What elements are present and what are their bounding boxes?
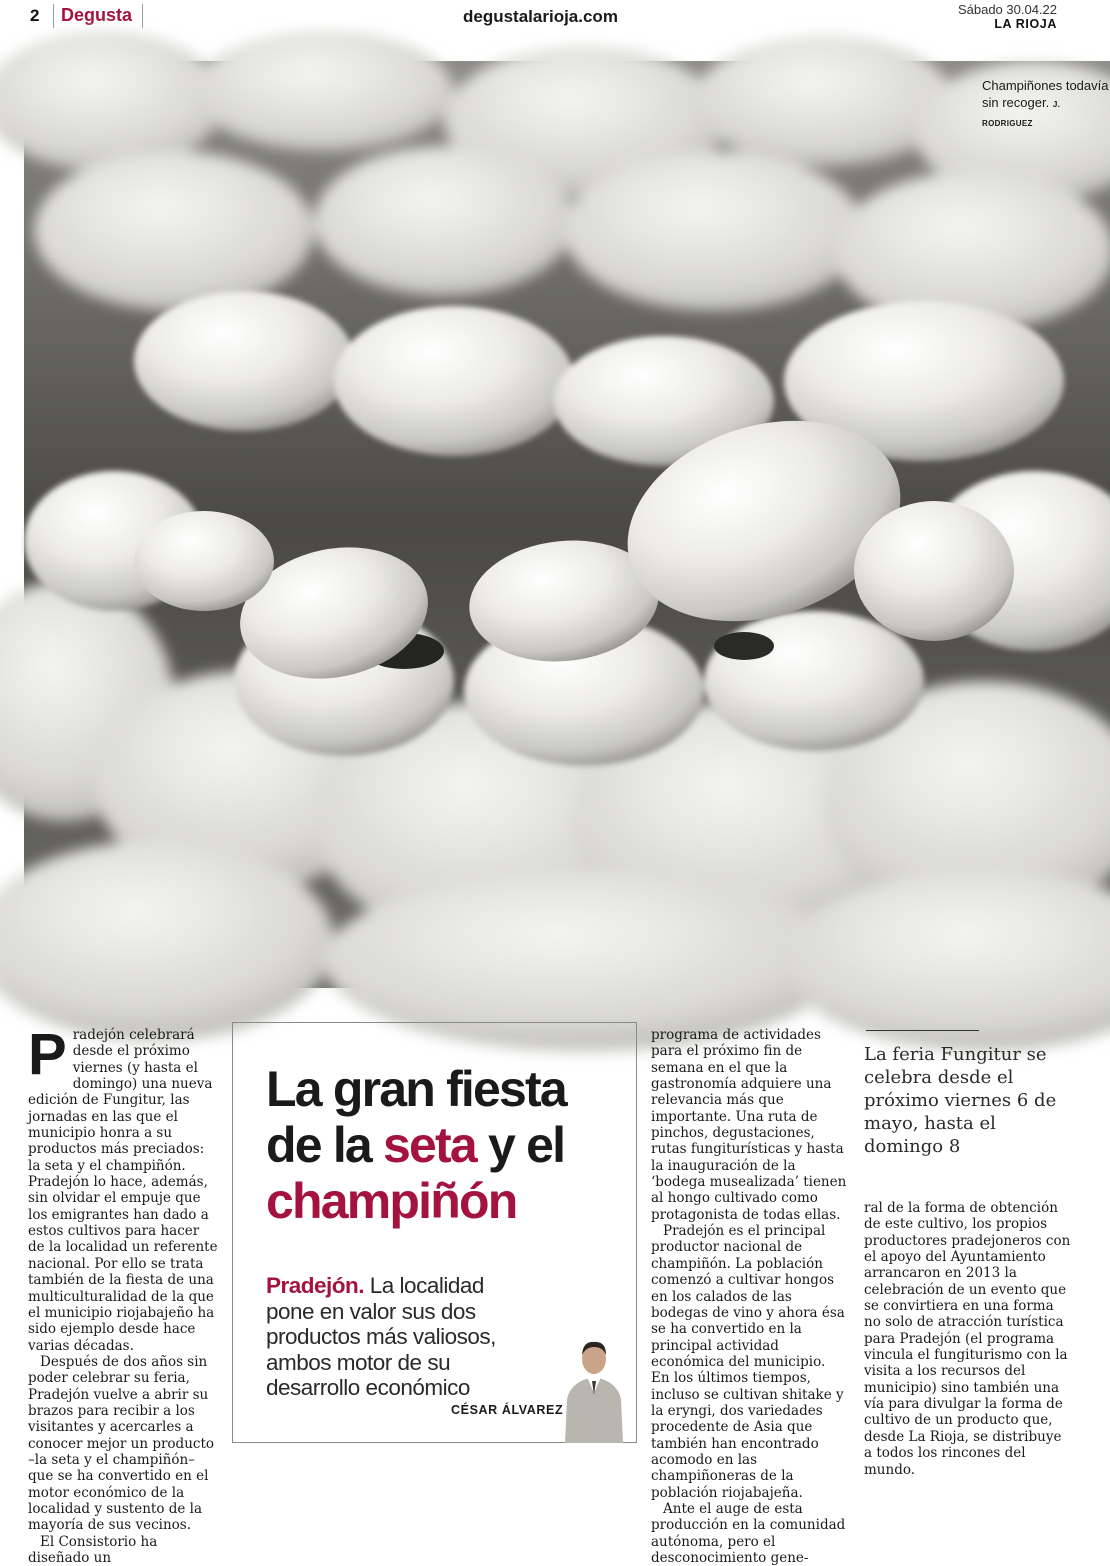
article-column-1	[28, 1022, 220, 1566]
headline-line: La gran fiesta	[266, 1061, 566, 1117]
article-column-4	[864, 1200, 1072, 1478]
headline-line: y el	[475, 1117, 565, 1173]
article-lead-text: radejón celebrará desde el próximo viernes (y hasta el domingo) una nueva edición de Fungitur, las jornadas en las que el municipio honra a su productos más preciados: la seta y el champiñón. Pradejón lo hace, además, sin olvidar el empuje que los emigrantes han dado a estos cultivos para hacer de la localidad un referente nacional. Por ello se trata también de la fiesta de una multiculturalidad de la que el municipio riojabajeño ha sido ejemplo desde hace varias décadas.	[28, 1027, 218, 1354]
article-paragraph: El Consistorio ha diseñado un	[28, 1533, 158, 1566]
headline-line: de la	[266, 1117, 384, 1173]
header-divider	[142, 4, 143, 28]
newspaper-name: LA RIOJA	[994, 17, 1057, 31]
photo-caption	[982, 77, 1110, 132]
section-name: Degusta	[61, 5, 133, 25]
subheadline	[266, 1273, 534, 1401]
page-header	[0, 0, 1110, 36]
issue-date: Sábado 30.04.22	[957, 2, 1057, 17]
article-paragraph: ral de la forma de obtención de este cultivo, los propios productores pradejoneros con el apoyo del Ayuntamiento arrancaron en 2013 la celebración de un evento que se convirtiera en una forma no solo de atracción turística para Pradejón (el programa vincula el fungiturismo con la visita a los recursos del municipio) sino también una vía para divulgar la forma de cultivo de un producto que, desde La Rioja, se distribuye a todos los rincones del mundo.	[864, 1200, 1071, 1478]
subheadline-kicker: Pradejón.	[266, 1273, 365, 1298]
mushroom-photo-illustration	[24, 61, 1110, 988]
pull-quote-rule	[866, 1030, 979, 1031]
headline-accent: champiñón	[266, 1173, 517, 1229]
header-divider	[53, 4, 54, 28]
article-paragraph	[28, 1022, 220, 1354]
article-paragraph: Ante el auge de esta producción en la comunidad autónoma, pero el desconocimiento gene-	[651, 1500, 846, 1566]
page-number: 2	[30, 6, 40, 25]
article-paragraph: Después de dos años sin poder celebrar su feria, Pradejón vuelve a abrir su brazos para recibir a los visitantes y acercarles a conocer mejor un producto –la seta y el champiñón– que se ha convertido en el motor económico de la localidad y sustento de la mayoría de sus vecinos.	[28, 1353, 215, 1534]
author-portrait	[561, 1333, 627, 1443]
drop-cap: P	[28, 1022, 67, 1087]
headline-box	[232, 1022, 637, 1443]
article-paragraph: Pradejón es el principal productor nacional de champiñón. La población comenzó a cultivar hongos en los calados de las bodegas de vino y ahora ésa se ha convertido en la principal actividad económica del municipio. En los últimos tiempos, incluso se cultivan shitake y la eryngi, dos variedades procedente de Asia que también han encontrado acomodo en las champiñoneras de la población riojabajeña.	[651, 1223, 845, 1501]
pull-quote: La feria Fungitur se celebra desde el próximo viernes 6 de mayo, hasta el domingo 8	[864, 1044, 1057, 1157]
headline	[266, 1061, 626, 1229]
mushroom-photo	[24, 61, 1110, 988]
photo-caption-text: Champiñones todavía sin recoger.	[982, 78, 1109, 110]
photo-credit: J. RODRIGUEZ	[982, 100, 1061, 128]
author-byline: CÉSAR ÁLVAREZ	[451, 1403, 564, 1417]
article-paragraph: programa de actividades para el próximo fin de semana en el que la gastronomía adquiere una relevancia más que importante. Una ruta de pinchos, degustaciones, rutas fungiturísticas y hasta la inauguración de la ‘bodega musealizada’ tienen al hongo cultivado como protagonista de todas ellas.	[651, 1027, 847, 1223]
article-column-3	[651, 1027, 847, 1566]
website-url[interactable]: degustalarioja.com	[463, 7, 618, 26]
subheadline-text: La localidad pone en valor sus dos productos más valiosos, ambos motor de su desarrollo económico	[266, 1273, 496, 1400]
headline-accent: seta	[383, 1117, 476, 1173]
